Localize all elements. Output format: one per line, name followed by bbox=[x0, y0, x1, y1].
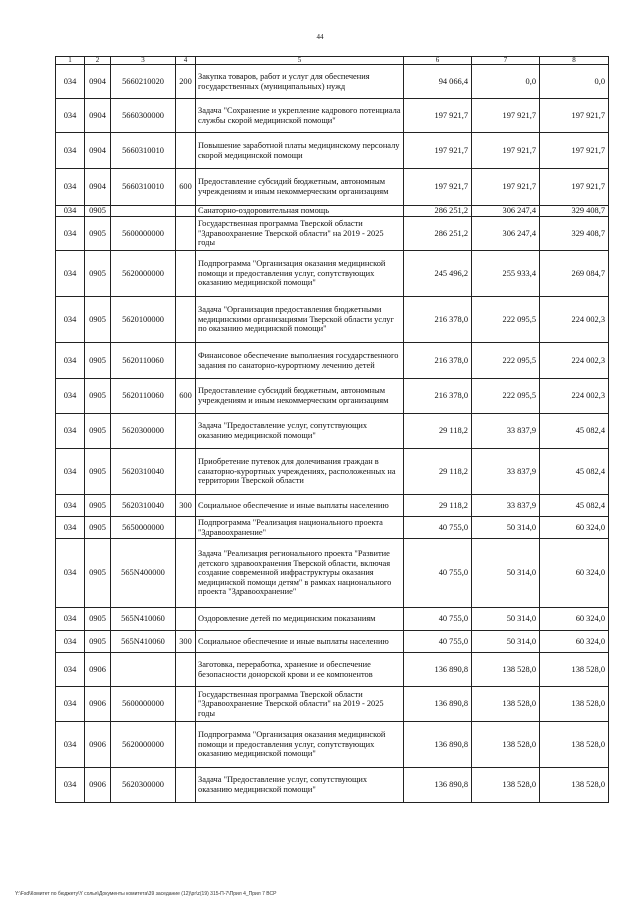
amount-col7-cell: 0,0 bbox=[472, 65, 540, 99]
code-target-cell: 5620000000 bbox=[111, 722, 176, 768]
amount-col8-cell: 224 002,3 bbox=[540, 343, 609, 379]
code-ministry-cell: 034 bbox=[56, 653, 85, 687]
code-section-cell: 0905 bbox=[85, 449, 111, 495]
amount-col6-cell: 245 496,2 bbox=[404, 251, 472, 297]
table-row bbox=[56, 539, 609, 608]
code-target-cell: 5660310010 bbox=[111, 169, 176, 206]
code-target-cell: 5620310040 bbox=[111, 449, 176, 495]
code-ministry-cell: 034 bbox=[56, 539, 85, 608]
code-ministry-cell: 034 bbox=[56, 297, 85, 343]
code-target-cell: 565N400000 bbox=[111, 539, 176, 608]
header-cell: 5 bbox=[196, 57, 404, 65]
code-target-cell: 5620000000 bbox=[111, 251, 176, 297]
item-name-cell: Подпрограмма "Организация оказания медицинской помощи и предоставления услуг, сопутствующих оказанию медицинской помощи" bbox=[196, 722, 404, 768]
table-header-row bbox=[56, 57, 609, 65]
code-target-cell: 5600000000 bbox=[111, 687, 176, 722]
code-section-cell: 0906 bbox=[85, 768, 111, 803]
code-ministry-cell: 034 bbox=[56, 768, 85, 803]
table-row bbox=[56, 379, 609, 414]
code-section-cell: 0906 bbox=[85, 687, 111, 722]
code-section-cell: 0905 bbox=[85, 539, 111, 608]
code-ministry-cell: 034 bbox=[56, 343, 85, 379]
header-cell: 8 bbox=[540, 57, 609, 65]
amount-col7-cell: 197 921,7 bbox=[472, 133, 540, 169]
item-name-cell: Заготовка, переработка, хранение и обеспечение безопасности донорской крови и ее компонентов bbox=[196, 653, 404, 687]
amount-col6-cell: 136 890,8 bbox=[404, 687, 472, 722]
code-section-cell: 0904 bbox=[85, 133, 111, 169]
code-target-cell: 5660210020 bbox=[111, 65, 176, 99]
item-name-cell: Задача "Реализация регионального проекта "Развитие детского здравоохранения Тверской области, включая создание современной инфраструктуры оказания медицинской помощи детям" в рамках национального проекта "Здравоохранение" bbox=[196, 539, 404, 608]
table-row bbox=[56, 722, 609, 768]
amount-col8-cell: 269 084,7 bbox=[540, 251, 609, 297]
amount-col6-cell: 216 378,0 bbox=[404, 343, 472, 379]
table-row bbox=[56, 217, 609, 251]
code-section-cell: 0905 bbox=[85, 608, 111, 631]
code-ministry-cell: 034 bbox=[56, 449, 85, 495]
code-expense-type-cell bbox=[176, 217, 196, 251]
code-target-cell bbox=[111, 653, 176, 687]
header-cell: 3 bbox=[111, 57, 176, 65]
code-target-cell: 5660310010 bbox=[111, 133, 176, 169]
table-row bbox=[56, 653, 609, 687]
amount-col8-cell: 60 324,0 bbox=[540, 631, 609, 653]
amount-col6-cell: 197 921,7 bbox=[404, 133, 472, 169]
header-cell: 4 bbox=[176, 57, 196, 65]
code-expense-type-cell bbox=[176, 517, 196, 539]
code-expense-type-cell bbox=[176, 251, 196, 297]
amount-col8-cell: 45 082,4 bbox=[540, 495, 609, 517]
code-expense-type-cell: 600 bbox=[176, 379, 196, 414]
code-section-cell: 0905 bbox=[85, 343, 111, 379]
code-ministry-cell: 034 bbox=[56, 65, 85, 99]
code-ministry-cell: 034 bbox=[56, 722, 85, 768]
code-ministry-cell: 034 bbox=[56, 517, 85, 539]
code-section-cell: 0905 bbox=[85, 297, 111, 343]
table-row bbox=[56, 99, 609, 133]
amount-col7-cell: 33 837,9 bbox=[472, 449, 540, 495]
code-expense-type-cell: 300 bbox=[176, 495, 196, 517]
code-ministry-cell: 034 bbox=[56, 217, 85, 251]
code-target-cell: 5650000000 bbox=[111, 517, 176, 539]
amount-col8-cell: 138 528,0 bbox=[540, 653, 609, 687]
amount-col6-cell: 40 755,0 bbox=[404, 631, 472, 653]
item-name-cell: Санаторно-оздоровительная помощь bbox=[196, 206, 404, 217]
item-name-cell: Повышение заработной платы медицинскому персоналу скорой медицинской помощи bbox=[196, 133, 404, 169]
code-section-cell: 0905 bbox=[85, 379, 111, 414]
item-name-cell: Государственная программа Тверской области "Здравоохранение Тверской области" на 2019 - 2025 годы bbox=[196, 217, 404, 251]
code-expense-type-cell bbox=[176, 414, 196, 449]
code-section-cell: 0906 bbox=[85, 653, 111, 687]
code-section-cell: 0905 bbox=[85, 206, 111, 217]
amount-col6-cell: 40 755,0 bbox=[404, 608, 472, 631]
code-section-cell: 0904 bbox=[85, 65, 111, 99]
amount-col6-cell: 40 755,0 bbox=[404, 517, 472, 539]
budget-table bbox=[55, 56, 609, 803]
amount-col7-cell: 138 528,0 bbox=[472, 722, 540, 768]
item-name-cell: Государственная программа Тверской области "Здравоохранение Тверской области" на 2019 - 2025 годы bbox=[196, 687, 404, 722]
code-expense-type-cell bbox=[176, 133, 196, 169]
code-expense-type-cell bbox=[176, 608, 196, 631]
code-target-cell: 5620300000 bbox=[111, 414, 176, 449]
item-name-cell: Финансовое обеспечение выполнения государственного задания по санаторно-курортному лечению детей bbox=[196, 343, 404, 379]
amount-col7-cell: 222 095,5 bbox=[472, 297, 540, 343]
code-ministry-cell: 034 bbox=[56, 206, 85, 217]
item-name-cell: Подпрограмма "Реализация национального проекта "Здравоохранение" bbox=[196, 517, 404, 539]
table-row bbox=[56, 687, 609, 722]
amount-col6-cell: 29 118,2 bbox=[404, 414, 472, 449]
code-section-cell: 0905 bbox=[85, 495, 111, 517]
header-cell: 2 bbox=[85, 57, 111, 65]
amount-col7-cell: 50 314,0 bbox=[472, 517, 540, 539]
code-expense-type-cell: 300 bbox=[176, 631, 196, 653]
code-ministry-cell: 034 bbox=[56, 495, 85, 517]
amount-col6-cell: 286 251,2 bbox=[404, 206, 472, 217]
code-target-cell: 5620310040 bbox=[111, 495, 176, 517]
item-name-cell: Оздоровление детей по медицинским показаниям bbox=[196, 608, 404, 631]
amount-col7-cell: 197 921,7 bbox=[472, 99, 540, 133]
amount-col8-cell: 329 408,7 bbox=[540, 206, 609, 217]
item-name-cell: Задача "Предоставление услуг, сопутствующих оказанию медицинской помощи" bbox=[196, 768, 404, 803]
amount-col7-cell: 33 837,9 bbox=[472, 495, 540, 517]
table-row bbox=[56, 768, 609, 803]
code-target-cell: 5660300000 bbox=[111, 99, 176, 133]
code-expense-type-cell bbox=[176, 539, 196, 608]
code-ministry-cell: 034 bbox=[56, 379, 85, 414]
amount-col7-cell: 306 247,4 bbox=[472, 206, 540, 217]
amount-col7-cell: 138 528,0 bbox=[472, 653, 540, 687]
amount-col8-cell: 0,0 bbox=[540, 65, 609, 99]
code-target-cell: 5620100000 bbox=[111, 297, 176, 343]
code-ministry-cell: 034 bbox=[56, 251, 85, 297]
page-number: 44 bbox=[316, 33, 324, 41]
item-name-cell: Приобретение путевок для долечивания граждан в санаторно-курортных учреждениях, расположенных на территории Тверской области bbox=[196, 449, 404, 495]
table-row bbox=[56, 169, 609, 206]
code-expense-type-cell bbox=[176, 722, 196, 768]
amount-col6-cell: 136 890,8 bbox=[404, 768, 472, 803]
code-expense-type-cell bbox=[176, 206, 196, 217]
table-row bbox=[56, 449, 609, 495]
header-cell: 1 bbox=[56, 57, 85, 65]
amount-col6-cell: 216 378,0 bbox=[404, 379, 472, 414]
code-target-cell: 5620110060 bbox=[111, 379, 176, 414]
code-section-cell: 0905 bbox=[85, 414, 111, 449]
code-target-cell: 5620300000 bbox=[111, 768, 176, 803]
code-section-cell: 0904 bbox=[85, 99, 111, 133]
table-row bbox=[56, 133, 609, 169]
amount-col7-cell: 255 933,4 bbox=[472, 251, 540, 297]
amount-col8-cell: 138 528,0 bbox=[540, 722, 609, 768]
amount-col7-cell: 33 837,9 bbox=[472, 414, 540, 449]
code-ministry-cell: 034 bbox=[56, 631, 85, 653]
code-target-cell: 565N410060 bbox=[111, 608, 176, 631]
code-expense-type-cell bbox=[176, 687, 196, 722]
table-row bbox=[56, 608, 609, 631]
code-target-cell: 565N410060 bbox=[111, 631, 176, 653]
code-expense-type-cell bbox=[176, 343, 196, 379]
code-expense-type-cell bbox=[176, 768, 196, 803]
code-target-cell bbox=[111, 206, 176, 217]
amount-col8-cell: 329 408,7 bbox=[540, 217, 609, 251]
item-name-cell: Задача "Сохранение и укрепление кадрового потенциала службы скорой медицинской помощи" bbox=[196, 99, 404, 133]
code-expense-type-cell: 600 bbox=[176, 169, 196, 206]
amount-col7-cell: 138 528,0 bbox=[472, 687, 540, 722]
code-target-cell: 5600000000 bbox=[111, 217, 176, 251]
amount-col6-cell: 94 066,4 bbox=[404, 65, 472, 99]
code-ministry-cell: 034 bbox=[56, 99, 85, 133]
code-expense-type-cell: 200 bbox=[176, 65, 196, 99]
amount-col6-cell: 136 890,8 bbox=[404, 653, 472, 687]
item-name-cell: Задача "Организация предоставления бюджетными медицинскими организациями Тверской области услуг по оказанию медицинской помощи" bbox=[196, 297, 404, 343]
amount-col7-cell: 50 314,0 bbox=[472, 608, 540, 631]
table-row bbox=[56, 495, 609, 517]
amount-col7-cell: 50 314,0 bbox=[472, 631, 540, 653]
table-row bbox=[56, 517, 609, 539]
amount-col8-cell: 224 002,3 bbox=[540, 297, 609, 343]
amount-col6-cell: 286 251,2 bbox=[404, 217, 472, 251]
code-expense-type-cell bbox=[176, 297, 196, 343]
code-expense-type-cell bbox=[176, 99, 196, 133]
item-name-cell: Закупка товаров, работ и услуг для обеспечения государственных (муниципальных) нужд bbox=[196, 65, 404, 99]
table-row bbox=[56, 65, 609, 99]
item-name-cell: Предоставление субсидий бюджетным, автономным учреждениям и иным некоммерческим организациям bbox=[196, 379, 404, 414]
amount-col8-cell: 45 082,4 bbox=[540, 449, 609, 495]
table-row bbox=[56, 206, 609, 217]
item-name-cell: Социальное обеспечение и иные выплаты населению bbox=[196, 631, 404, 653]
item-name-cell: Подпрограмма "Организация оказания медицинской помощи и предоставления услуг, сопутствующих оказанию медицинской помощи" bbox=[196, 251, 404, 297]
amount-col8-cell: 45 082,4 bbox=[540, 414, 609, 449]
amount-col8-cell: 60 324,0 bbox=[540, 539, 609, 608]
code-ministry-cell: 034 bbox=[56, 687, 85, 722]
amount-col8-cell: 197 921,7 bbox=[540, 169, 609, 206]
code-ministry-cell: 034 bbox=[56, 414, 85, 449]
item-name-cell: Социальное обеспечение и иные выплаты населению bbox=[196, 495, 404, 517]
amount-col8-cell: 224 002,3 bbox=[540, 379, 609, 414]
table-row bbox=[56, 631, 609, 653]
amount-col6-cell: 29 118,2 bbox=[404, 495, 472, 517]
code-section-cell: 0905 bbox=[85, 217, 111, 251]
amount-col7-cell: 222 095,5 bbox=[472, 343, 540, 379]
amount-col6-cell: 136 890,8 bbox=[404, 722, 472, 768]
code-ministry-cell: 034 bbox=[56, 133, 85, 169]
table-row bbox=[56, 297, 609, 343]
code-expense-type-cell bbox=[176, 449, 196, 495]
amount-col6-cell: 29 118,2 bbox=[404, 449, 472, 495]
table-row bbox=[56, 343, 609, 379]
code-expense-type-cell bbox=[176, 653, 196, 687]
code-section-cell: 0904 bbox=[85, 169, 111, 206]
amount-col8-cell: 138 528,0 bbox=[540, 687, 609, 722]
file-path-footer: Y:\Fsd\Комитет по бюджету\Y солья\Документы комитета\39 заседание (12)\pr\z(19) 315-П-7\Прил 4_Прил 7 ВСР bbox=[15, 891, 277, 897]
item-name-cell: Предоставление субсидий бюджетным, автономным учреждениям и иным некоммерческим организациям bbox=[196, 169, 404, 206]
code-section-cell: 0905 bbox=[85, 517, 111, 539]
amount-col6-cell: 40 755,0 bbox=[404, 539, 472, 608]
code-target-cell: 5620110060 bbox=[111, 343, 176, 379]
amount-col7-cell: 222 095,5 bbox=[472, 379, 540, 414]
amount-col7-cell: 306 247,4 bbox=[472, 217, 540, 251]
amount-col6-cell: 197 921,7 bbox=[404, 99, 472, 133]
amount-col8-cell: 138 528,0 bbox=[540, 768, 609, 803]
code-section-cell: 0905 bbox=[85, 251, 111, 297]
amount-col8-cell: 60 324,0 bbox=[540, 517, 609, 539]
amount-col7-cell: 197 921,7 bbox=[472, 169, 540, 206]
code-section-cell: 0905 bbox=[85, 631, 111, 653]
amount-col8-cell: 60 324,0 bbox=[540, 608, 609, 631]
header-cell: 6 bbox=[404, 57, 472, 65]
amount-col7-cell: 50 314,0 bbox=[472, 539, 540, 608]
item-name-cell: Задача "Предоставление услуг, сопутствующих оказанию медицинской помощи" bbox=[196, 414, 404, 449]
table-row bbox=[56, 414, 609, 449]
amount-col6-cell: 216 378,0 bbox=[404, 297, 472, 343]
amount-col7-cell: 138 528,0 bbox=[472, 768, 540, 803]
amount-col8-cell: 197 921,7 bbox=[540, 99, 609, 133]
code-ministry-cell: 034 bbox=[56, 608, 85, 631]
amount-col6-cell: 197 921,7 bbox=[404, 169, 472, 206]
amount-col8-cell: 197 921,7 bbox=[540, 133, 609, 169]
code-ministry-cell: 034 bbox=[56, 169, 85, 206]
table-row bbox=[56, 251, 609, 297]
header-cell: 7 bbox=[472, 57, 540, 65]
code-section-cell: 0906 bbox=[85, 722, 111, 768]
